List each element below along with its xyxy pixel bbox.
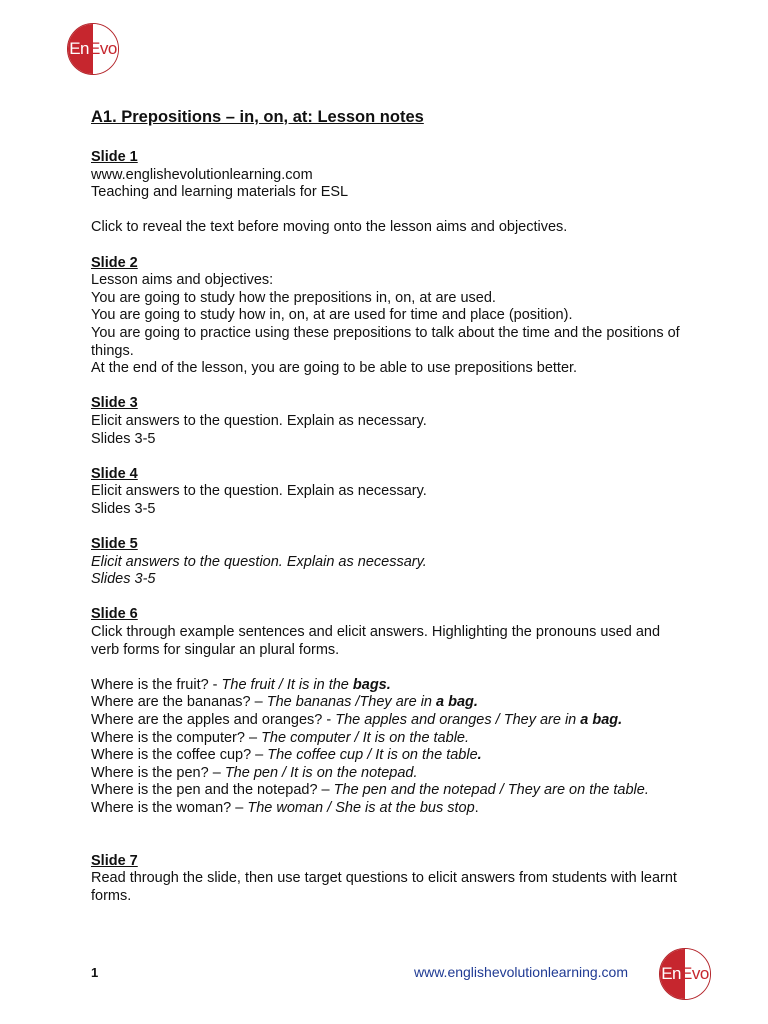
slide-1-url: www.englishevolutionlearning.com bbox=[91, 166, 313, 183]
slide-7-heading: Slide 7 bbox=[91, 852, 138, 869]
answer-text: The fruit / It is in the bbox=[221, 676, 353, 693]
slide-2-line: You are going to study how in, on, at are used for time and place (position). bbox=[91, 307, 573, 324]
slide-7-section bbox=[91, 853, 691, 906]
slide-2-line: Lesson aims and objectives: bbox=[91, 272, 274, 289]
logo-text-evo: Evo bbox=[681, 964, 709, 983]
example-question bbox=[91, 712, 691, 730]
slide-2-line: At the end of the lesson, you are going to be able to use prepositions better. bbox=[91, 360, 578, 377]
example-question bbox=[91, 694, 691, 712]
footer-website-link[interactable]: www.englishevolutionlearning.com bbox=[414, 964, 629, 980]
answer-emphasis: a bag. bbox=[436, 694, 478, 711]
logo-text-evo: Evo bbox=[89, 39, 117, 58]
example-question bbox=[91, 747, 691, 765]
slide-5-line: Elicit answers to the question. Explain as necessary. bbox=[91, 553, 427, 570]
answer-text: The computer / It is on the table. bbox=[261, 729, 470, 746]
slide-5-line: Slides 3-5 bbox=[91, 571, 156, 588]
slide-2-heading: Slide 2 bbox=[91, 254, 138, 271]
slide-3-line: Elicit answers to the question. Explain as necessary. bbox=[91, 412, 427, 429]
page-title: A1. Prepositions – in, on, at: Lesson notes bbox=[91, 108, 424, 126]
question-text: Where are the apples and oranges? - bbox=[91, 712, 336, 728]
answer-text: The pen and the notepad / They are on the table. bbox=[333, 782, 649, 799]
page-number: 1 bbox=[91, 965, 99, 980]
slide-4-section bbox=[91, 466, 691, 519]
slide-7-text: Read through the slide, then use target questions to elicit answers from students with learnt forms. bbox=[91, 870, 677, 904]
slide-3-line: Slides 3-5 bbox=[91, 430, 156, 447]
slide-5-section bbox=[91, 536, 691, 589]
answer-emphasis: . bbox=[477, 747, 482, 764]
question-text: Where is the woman? – bbox=[91, 799, 248, 816]
slide-6-heading: Slide 6 bbox=[91, 606, 138, 623]
slide-3-heading: Slide 3 bbox=[91, 395, 138, 412]
document-body bbox=[91, 107, 691, 923]
slide-6-section bbox=[91, 606, 691, 817]
answer-text: The apples and oranges / They are in bbox=[335, 712, 581, 728]
slide-2-line: You are going to study how the prepositions in, on, at are used. bbox=[91, 289, 496, 306]
question-text: Where is the pen and the notepad? – bbox=[91, 782, 334, 799]
example-question bbox=[91, 765, 691, 783]
slide-4-heading: Slide 4 bbox=[91, 465, 138, 482]
answer-end: . bbox=[474, 799, 479, 816]
enevo-logo-footer bbox=[659, 948, 711, 1000]
answer-text: The bananas /They are in bbox=[266, 694, 437, 711]
slide-3-section bbox=[91, 395, 691, 448]
logo-text-en: En bbox=[661, 964, 681, 983]
slide-6-intro: Click through example sentences and elicit answers. Highlighting the pronouns used and verb forms for singular an plural forms. bbox=[91, 624, 661, 658]
example-question bbox=[91, 677, 691, 695]
answer-emphasis: bags. bbox=[352, 676, 391, 693]
answer-text: The woman / She is at the bus stop bbox=[247, 799, 475, 816]
slide-1-heading: Slide 1 bbox=[91, 149, 138, 165]
answer-text: The pen / It is on the notepad. bbox=[224, 764, 418, 781]
question-text: Where are the bananas? – bbox=[91, 694, 267, 711]
example-question bbox=[91, 800, 691, 818]
question-text: Where is the fruit? - bbox=[91, 676, 222, 693]
slide-1-note: Click to reveal the text before moving onto the lesson aims and objectives. bbox=[91, 219, 568, 236]
answer-emphasis: a bag. bbox=[580, 712, 623, 728]
slide-1-section bbox=[91, 149, 691, 237]
question-text: Where is the coffee cup? – bbox=[91, 747, 268, 764]
slide-5-heading: Slide 5 bbox=[91, 536, 138, 553]
enevo-logo bbox=[67, 23, 119, 75]
logo-text-en: En bbox=[69, 39, 89, 58]
question-text: Where is the pen? – bbox=[91, 764, 225, 781]
slide-4-line: Slides 3-5 bbox=[91, 500, 156, 517]
slide-1-tagline: Teaching and learning materials for ESL bbox=[91, 184, 349, 201]
slide-4-line: Elicit answers to the question. Explain as necessary. bbox=[91, 483, 427, 500]
slide-2-line: You are going to practice using these prepositions to talk about the time and the positions of things. bbox=[91, 324, 680, 359]
slide-2-section bbox=[91, 255, 691, 378]
answer-text: The coffee cup / It is on the table bbox=[267, 747, 478, 764]
example-question bbox=[91, 730, 691, 748]
example-question bbox=[91, 782, 691, 800]
question-text: Where is the computer? – bbox=[91, 729, 262, 746]
